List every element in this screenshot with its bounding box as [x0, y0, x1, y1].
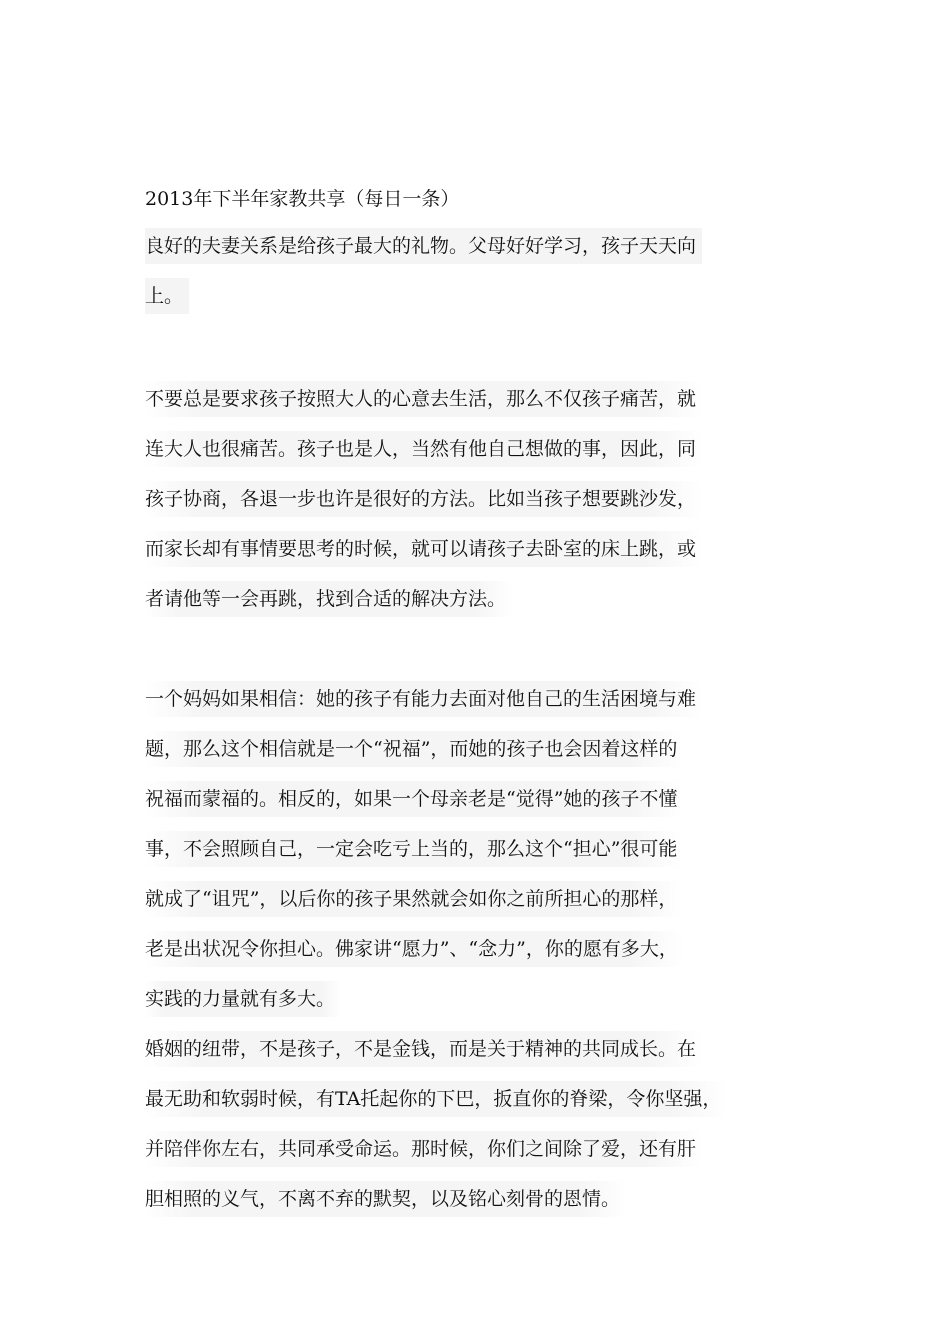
paragraph-line: 题，那么这个相信就是一个“祝福”，而她的孩子也会因着这样的	[145, 731, 835, 781]
paragraph-line: 孩子协商，各退一步也许是很好的方法。比如当孩子想要跳沙发，	[145, 481, 835, 531]
paragraph-line: 良好的夫妻关系是给孩子最大的礼物。父母好好学习，孩子天天向	[145, 228, 835, 278]
paragraph-line: 事，不会照顾自己，一定会吃亏上当的，那么这个“担心”很可能	[145, 831, 835, 881]
paragraph-4	[145, 1031, 835, 1231]
document-title: 2013年下半年家教共享（每日一条）	[145, 188, 460, 210]
paragraph-line: 就成了“诅咒”，以后你的孩子果然就会如你之前所担心的那样，	[145, 881, 835, 931]
paragraph-line: 者请他等一会再跳，找到合适的解决方法。	[145, 581, 835, 631]
paragraph-1	[145, 228, 835, 328]
paragraph-line: 不要总是要求孩子按照大人的心意去生活，那么不仅孩子痛苦，就	[145, 381, 835, 431]
paragraph-3	[145, 681, 835, 1031]
paragraph-line: 连大人也很痛苦。孩子也是人，当然有他自己想做的事，因此，同	[145, 431, 835, 481]
paragraph-line: 婚姻的纽带，不是孩子，不是金钱，而是关于精神的共同成长。在	[145, 1031, 835, 1081]
paragraph-line: 胆相照的义气，不离不弃的默契，以及铭心刻骨的恩情。	[145, 1181, 835, 1231]
paragraph-line: 老是出状况令你担心。佛家讲“愿力”、“念力”，你的愿有多大，	[145, 931, 835, 981]
paragraph-line: 一个妈妈如果相信：她的孩子有能力去面对他自己的生活困境与难	[145, 681, 835, 731]
paragraph-line: 并陪伴你左右，共同承受命运。那时候，你们之间除了爱，还有肝	[145, 1131, 835, 1181]
paragraph-line: 而家长却有事情要思考的时候，就可以请孩子去卧室的床上跳，或	[145, 531, 835, 581]
paragraph-line: 上。	[145, 278, 835, 328]
paragraph-line: 最无助和软弱时候，有TA托起你的下巴，扳直你的脊梁，令你坚强，	[145, 1081, 835, 1131]
paragraph-line: 祝福而蒙福的。相反的，如果一个母亲老是“觉得”她的孩子不懂	[145, 781, 835, 831]
paragraph-line: 实践的力量就有多大。	[145, 981, 835, 1031]
paragraph-2	[145, 381, 835, 631]
